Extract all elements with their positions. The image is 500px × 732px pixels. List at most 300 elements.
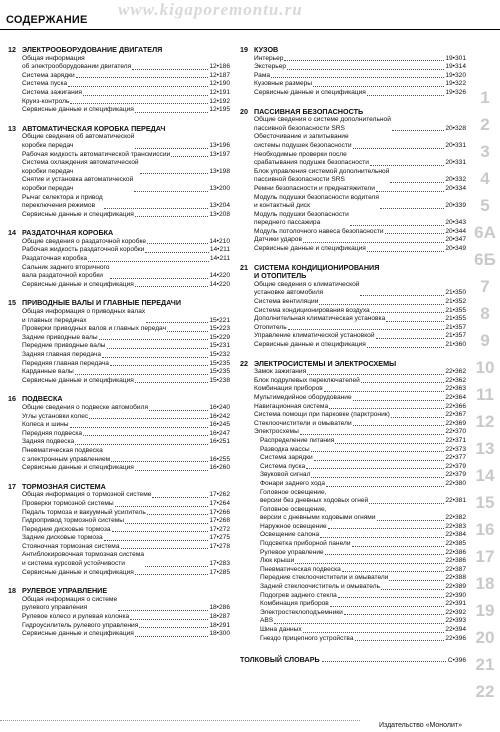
toc-section <box>8 483 230 578</box>
toc-entry-title: Пневматическая подвеска <box>260 565 341 573</box>
toc-entry-title: Навигационная система <box>254 402 329 410</box>
chapter-tab[interactable]: 15 <box>475 492 495 512</box>
dot-leader <box>392 130 444 131</box>
toc-entry[interactable] <box>8 569 230 578</box>
toc-entry[interactable] <box>8 404 230 413</box>
toc-entry-page: 16•251 <box>209 438 230 446</box>
toc-entry-title: Сервисные данные и спецификация <box>22 106 134 114</box>
toc-entry-page: 17•264 <box>209 499 230 507</box>
section-number: 21 <box>240 262 248 272</box>
toc-entry-page: 22•362 <box>445 368 466 376</box>
chapter-tab[interactable]: 4 <box>480 168 490 188</box>
toc-entry-page: 14•211 <box>209 255 230 263</box>
toc-entry-page: 22•386 <box>445 557 466 565</box>
dot-leader <box>110 365 208 366</box>
toc-entry[interactable] <box>8 133 230 150</box>
toc-entry[interactable] <box>8 176 230 193</box>
toc-entry[interactable] <box>8 421 230 430</box>
dot-leader <box>311 477 444 478</box>
dot-leader <box>99 339 209 340</box>
toc-entry-page: 22•391 <box>445 600 466 608</box>
dot-leader <box>335 443 444 444</box>
toc-entry[interactable] <box>240 194 466 211</box>
dot-leader <box>135 574 209 575</box>
dot-leader <box>324 391 445 392</box>
dot-leader <box>342 571 445 572</box>
chapter-tab[interactable]: 3 <box>480 141 490 161</box>
toc-entry[interactable] <box>8 194 230 211</box>
toc-entry-page: 22•369 <box>445 419 466 427</box>
toc-entry[interactable] <box>240 531 466 540</box>
chapter-tab[interactable]: 6Б <box>474 249 496 269</box>
toc-entry-title: Передние стеклоочистители и омыватели <box>260 574 389 582</box>
toc-entry[interactable] <box>240 211 466 228</box>
toc-entry-page: 20•344 <box>445 227 466 235</box>
toc-entry[interactable] <box>240 617 466 626</box>
chapter-tab[interactable]: 12 <box>475 411 495 431</box>
toc-entry[interactable] <box>240 471 466 480</box>
toc-entry-page: 22•373 <box>445 445 466 453</box>
section-heading <box>8 587 230 596</box>
toc-entry[interactable] <box>8 368 230 377</box>
toc-entry-page: 12•192 <box>209 97 230 105</box>
toc-entry-title: Система зарядки <box>260 454 313 462</box>
dot-leader <box>386 321 444 322</box>
chapter-tab[interactable]: 7 <box>480 276 490 296</box>
toc-entry[interactable] <box>8 360 230 369</box>
section-number: 13 <box>8 123 16 133</box>
toc-entry-page: 18•300 <box>209 630 230 638</box>
toc-entry[interactable] <box>240 332 466 341</box>
dot-leader <box>135 148 208 149</box>
chapter-tab[interactable]: 6A <box>474 222 496 242</box>
dot-leader <box>330 606 445 607</box>
toc-entry-page: 14•210 <box>209 237 230 245</box>
dot-leader <box>134 191 208 192</box>
toc-entry[interactable] <box>8 308 230 325</box>
dot-leader <box>311 451 445 452</box>
toc-entry-page: 15•235 <box>209 359 230 367</box>
toc-entry-page: 13•197 <box>209 150 230 158</box>
toc-entry[interactable] <box>8 413 230 422</box>
toc-entry-page: 22•366 <box>445 402 466 410</box>
dot-leader <box>369 503 444 504</box>
toc-entry[interactable] <box>240 80 466 89</box>
footer-divider <box>0 720 360 722</box>
toc-entry-title: Система вентиляции <box>254 298 319 306</box>
toc-entry[interactable] <box>240 489 466 506</box>
dot-leader <box>303 242 444 243</box>
toc-entry[interactable] <box>8 334 230 343</box>
toc-entry[interactable] <box>240 420 466 429</box>
chapter-tab[interactable]: 13 <box>475 438 495 458</box>
toc-entry[interactable] <box>240 566 466 575</box>
toc-entry-page: 22•364 <box>445 393 466 401</box>
toc-entry[interactable] <box>240 428 466 437</box>
section-number: 18 <box>8 586 16 596</box>
section-title: ЭЛЕКТРООБОРУДОВАНИЕ ДВИГАТЕЛЯ <box>22 45 163 54</box>
toc-entry-title: Сервисные данные и спецификация <box>22 568 134 576</box>
toc-entry-title: Рабочая жидкость раздаточной коробки <box>22 246 145 254</box>
dot-leader <box>145 252 209 253</box>
toc-entry-page: 22•362 <box>445 376 466 384</box>
toc-entry-page: 17•272 <box>209 525 230 533</box>
toc-entry-page: 19•314 <box>445 63 466 71</box>
toc-entry[interactable] <box>240 609 466 618</box>
section-title: ПРИВОДНЫЕ ВАЛЫ И ГЛАВНЫЕ ПЕРЕДАЧИ <box>22 298 181 308</box>
toc-entry-title: Стояночная тормозная система <box>22 542 120 550</box>
toc-entry-title: Дополнительная климатическая установка <box>254 315 386 323</box>
toc-entry[interactable] <box>8 596 230 613</box>
toc-entry[interactable] <box>240 540 466 549</box>
toc-section <box>8 299 230 385</box>
toc-entry-page: 15•235 <box>209 368 230 376</box>
section-heading <box>240 108 466 117</box>
toc-entry[interactable] <box>8 551 230 568</box>
toc-entry[interactable] <box>240 133 466 150</box>
toc-entry-page: 15•238 <box>209 376 230 384</box>
dot-leader <box>338 597 445 598</box>
toc-entry-page: 22•381 <box>445 497 466 505</box>
toc-entry-page: 15•232 <box>209 351 230 358</box>
chapter-tab[interactable]: 20 <box>475 627 495 647</box>
dot-leader <box>121 548 209 549</box>
chapter-tab[interactable]: 11 <box>476 384 494 404</box>
toc-entry[interactable] <box>8 351 230 360</box>
toc-entry[interactable] <box>8 534 230 543</box>
toc-entry-title: Освещение салона <box>260 531 320 539</box>
chapter-tab[interactable]: 1 <box>480 87 490 107</box>
toc-entry-page: 14•220 <box>209 272 230 280</box>
dot-leader <box>353 400 445 401</box>
chapter-tab[interactable]: 18 <box>475 573 495 593</box>
toc-entry[interactable] <box>240 168 466 185</box>
toc-entry-page: 22•388 <box>445 574 466 582</box>
toc-entry[interactable] <box>240 307 466 316</box>
toc-entry-title: Замок зажигания <box>254 368 307 376</box>
toc-entry[interactable] <box>240 341 466 350</box>
dot-leader <box>390 182 444 183</box>
toc-entry-title: Сервисные данные и спецификация <box>22 210 134 218</box>
chapter-tab[interactable]: 9 <box>480 330 490 350</box>
toc-entry-page: 19•301 <box>445 54 466 62</box>
dot-leader <box>350 225 445 226</box>
toc-entry[interactable] <box>240 72 466 81</box>
dot-leader <box>288 329 445 330</box>
dot-leader <box>139 627 208 628</box>
toc-entry-title: Сервисные данные и спецификация <box>22 464 134 472</box>
toc-entry-title: Головное освещение, версии без дневных ходовых огней <box>260 488 369 505</box>
chapter-tab[interactable]: 16 <box>475 519 495 539</box>
toc-entry-page: 19•326 <box>445 88 466 96</box>
dot-leader <box>381 589 444 590</box>
toc-entry-page: 12•191 <box>209 88 230 96</box>
toc-entry-title: Передние приводные валы <box>22 342 106 350</box>
dot-leader <box>102 357 208 358</box>
toc-entry[interactable] <box>8 106 230 115</box>
toc-entry-page: 15•229 <box>209 333 230 341</box>
section-title: ТОРМОЗНАЯ СИСТЕМА <box>22 481 106 491</box>
toc-entry-page: 22•385 <box>445 540 466 548</box>
toc-entry[interactable] <box>240 55 466 64</box>
toc-entry-title: Электростеклоподъемники <box>260 608 343 616</box>
dot-leader <box>75 374 209 375</box>
toc-entry-page: 15•231 <box>209 342 230 350</box>
header-divider <box>0 29 500 30</box>
dot-leader <box>370 165 444 166</box>
toc-entry[interactable] <box>8 255 230 264</box>
chapter-tab[interactable]: 10 <box>475 357 495 377</box>
toc-entry[interactable] <box>8 98 230 107</box>
dot-leader <box>140 173 209 174</box>
toc-entry[interactable] <box>8 491 230 500</box>
toc-entry[interactable] <box>8 246 230 255</box>
toc-entry-page: 20•331 <box>445 159 466 167</box>
toc-entry[interactable] <box>240 446 466 455</box>
toc-entry-title: Блок управления системой дополнительной пассивной безопасности SRS <box>254 167 390 184</box>
toc-entry-title: Блок подрулевых переключателей <box>254 376 360 384</box>
toc-entry-title: Задние дисковые тормоза <box>22 534 103 542</box>
toc-entry-page: 16•242 <box>209 412 230 420</box>
dot-leader <box>360 295 444 296</box>
toc-entry-page: 22•389 <box>445 583 466 591</box>
dot-leader <box>322 661 446 662</box>
section-heading <box>8 229 230 238</box>
toc-entry-title: Общая информация о тормозной системе <box>22 491 152 499</box>
toc-entry[interactable] <box>8 342 230 351</box>
toc-entry[interactable] <box>240 557 466 566</box>
toc-entry-page: 17•278 <box>209 542 230 550</box>
section-title: АВТОМАТИЧЕСКАЯ КОРОБКА ПЕРЕДАЧ <box>22 123 166 133</box>
toc-entry-page: 21•360 <box>445 341 466 348</box>
toc-entry[interactable] <box>8 264 230 281</box>
toc-entry[interactable] <box>8 377 230 386</box>
toc-entry-title: Интерьер <box>254 54 284 62</box>
toc-entry-title: Модуль потолочного навеса безопасности <box>254 227 384 235</box>
toc-entry[interactable] <box>240 574 466 583</box>
dot-leader <box>68 86 208 87</box>
toc-entry[interactable] <box>240 281 466 298</box>
chapter-tab[interactable]: 2 <box>480 114 490 134</box>
toc-entry[interactable] <box>8 281 230 290</box>
toc-entry[interactable] <box>240 151 466 168</box>
toc-entry[interactable] <box>8 55 230 72</box>
toc-entry-title: Карданные валы <box>22 368 74 376</box>
toc-entry[interactable] <box>240 403 466 412</box>
toc-entry[interactable] <box>240 315 466 324</box>
toc-section <box>8 46 230 115</box>
dot-leader <box>320 537 444 538</box>
toc-entry[interactable] <box>8 72 230 81</box>
chapter-tab[interactable]: 5 <box>480 195 490 215</box>
dot-leader <box>314 460 445 461</box>
toc-entry-title: Передние дисковые тормоза <box>22 525 111 533</box>
toc-entry[interactable] <box>240 506 466 523</box>
toc-entry[interactable] <box>240 437 466 446</box>
dot-leader <box>326 486 444 487</box>
toc-section <box>8 229 230 289</box>
dot-leader <box>115 506 209 507</box>
toc-entry-page: 14•211 <box>209 246 230 254</box>
toc-entry-page: 21•352 <box>445 298 466 306</box>
toc-entry[interactable] <box>8 630 230 639</box>
toc-entry[interactable] <box>8 526 230 535</box>
toc-entry[interactable] <box>240 228 466 237</box>
section-heading <box>240 264 466 281</box>
toc-section <box>240 46 466 98</box>
toc-entry[interactable] <box>240 185 466 194</box>
toc-entry-title: Задняя главная передача <box>22 351 101 358</box>
toc-entry-page: 21•357 <box>445 332 466 340</box>
toc-entry[interactable] <box>240 592 466 601</box>
glossary-page: С•396 <box>447 657 466 664</box>
toc-entry[interactable] <box>8 211 230 220</box>
toc-entry-title: Углы установки колес <box>22 412 89 420</box>
toc-entry-title: Общие сведения о подвеске автомобиля <box>22 403 149 411</box>
dot-leader <box>371 312 445 313</box>
toc-entry[interactable] <box>240 583 466 592</box>
toc-entry[interactable] <box>240 116 466 133</box>
toc-entry-page: 21•350 <box>445 289 466 297</box>
section-heading <box>240 46 466 55</box>
toc-entry-title: Сервисные данные и спецификация <box>22 280 134 288</box>
publisher-name: Издательство «Монолит» <box>378 722 462 729</box>
toc-entry[interactable] <box>8 500 230 509</box>
dot-leader <box>118 610 208 611</box>
dot-leader <box>135 112 209 113</box>
toc-entry-page: 17•262 <box>209 491 230 499</box>
toc-entry[interactable] <box>8 159 230 176</box>
toc-entry-page: 21•355 <box>445 315 466 323</box>
toc-entry[interactable] <box>240 394 466 403</box>
toc-entry-page: 16•247 <box>209 429 230 437</box>
toc-entry[interactable] <box>240 63 466 72</box>
toc-entry-title: Звуковой сигнал <box>260 471 311 479</box>
toc-entry[interactable] <box>240 89 466 98</box>
toc-entry-title: Система зарядки <box>22 71 75 79</box>
toc-entry-page: 12•186 <box>209 63 230 71</box>
dot-leader <box>135 636 209 637</box>
watermark: www.kigaporemontu.ru <box>118 0 303 19</box>
dot-leader <box>125 523 208 524</box>
chapter-tab[interactable]: 22 <box>475 681 495 701</box>
chapter-tab[interactable]: 21 <box>475 654 495 674</box>
toc-entry[interactable] <box>8 151 230 160</box>
toc-entry-title: Распределение питания <box>260 436 335 444</box>
toc-entry-page: 22•384 <box>445 531 466 539</box>
toc-entry-page: 17•285 <box>209 568 230 576</box>
dot-leader <box>329 408 444 409</box>
toc-entry[interactable] <box>8 447 230 464</box>
dot-leader <box>391 417 445 418</box>
toc-entry[interactable] <box>8 438 230 447</box>
toc-entry[interactable] <box>8 430 230 439</box>
toc-entry-page: 20•343 <box>445 219 466 227</box>
toc-entry[interactable] <box>240 635 466 644</box>
toc-entry[interactable] <box>240 298 466 307</box>
toc-entry[interactable] <box>8 622 230 631</box>
dot-leader <box>104 540 209 541</box>
chapter-tab[interactable]: 19 <box>475 600 495 620</box>
toc-entry-title: Обесточивание и запитывание системы подушек безопасности <box>254 133 352 149</box>
toc-entry[interactable] <box>8 464 230 473</box>
toc-entry-page: 22•393 <box>445 617 466 625</box>
section-title: ЭЛЕКТРОСИСТЕМЫ И ЭЛЕКТРОСХЕМЫ <box>254 358 397 368</box>
toc-entry-title: Рама <box>254 71 271 79</box>
toc-entry[interactable] <box>240 245 466 254</box>
dot-leader <box>167 331 208 332</box>
section-title: РАЗДАТОЧНАЯ КОРОБКА <box>22 228 114 238</box>
section-number: 14 <box>8 228 16 238</box>
chapter-tab[interactable]: 14 <box>475 465 495 485</box>
toc-entry[interactable] <box>240 236 466 245</box>
toc-entry[interactable] <box>240 626 466 635</box>
toc-entry[interactable] <box>240 368 466 377</box>
toc-entry[interactable] <box>240 385 466 394</box>
dot-leader <box>355 640 445 641</box>
toc-entry-page: 18•291 <box>209 621 230 629</box>
dot-leader <box>110 278 208 279</box>
chapter-tab[interactable]: 8 <box>480 303 490 323</box>
toc-entry[interactable] <box>240 600 466 609</box>
toc-entry[interactable] <box>8 509 230 518</box>
toc-entry[interactable] <box>240 454 466 463</box>
toc-entry-page: 20•349 <box>445 245 466 253</box>
section-title: КУЗОВ <box>254 45 279 54</box>
toc-entry-page: 20•339 <box>445 202 466 210</box>
toc-entry-page: 20•334 <box>445 184 466 192</box>
toc-entry-title: Комбинация приборов <box>260 600 329 608</box>
dot-leader <box>147 514 209 515</box>
toc-entry[interactable] <box>8 80 230 89</box>
toc-entry-glossary[interactable] <box>240 655 466 664</box>
dot-leader <box>104 208 209 209</box>
toc-entry-title: Сервисные данные и спецификация <box>22 376 134 384</box>
dot-leader <box>385 233 445 234</box>
dot-leader <box>70 103 208 104</box>
toc-entry-title: Общие сведения о раздаточной коробке <box>22 237 147 245</box>
toc-entry[interactable] <box>240 549 466 558</box>
dot-leader <box>367 251 445 252</box>
toc-entry[interactable] <box>8 325 230 334</box>
toc-entry-page: 20•328 <box>445 124 466 132</box>
toc-entry-page: 22•390 <box>445 591 466 599</box>
toc-entry-page: 17•275 <box>209 534 230 542</box>
toc-entry[interactable] <box>8 613 230 622</box>
toc-entry-title: Головное освещение, версии с дневными ходовыми огнями <box>260 505 376 522</box>
toc-entry[interactable] <box>240 480 466 489</box>
chapter-tab[interactable]: 17 <box>475 546 495 566</box>
dot-leader <box>135 470 209 471</box>
section-number: 12 <box>8 45 16 54</box>
toc-right-column <box>240 46 466 653</box>
section-heading <box>8 299 230 308</box>
dot-leader <box>306 468 444 469</box>
toc-entry[interactable] <box>8 517 230 526</box>
toc-entry-title: Рулевое колесо и рулевая колонка <box>22 613 130 621</box>
section-number: 22 <box>240 358 248 368</box>
dot-leader <box>107 348 209 349</box>
toc-section <box>8 395 230 472</box>
toc-entry-title: Фонари заднего хода <box>260 479 326 487</box>
toc-entry[interactable] <box>240 523 466 532</box>
toc-entry[interactable] <box>240 411 466 420</box>
dot-leader <box>367 347 445 348</box>
toc-entry-title: Мультимедийное оборудование <box>254 393 352 401</box>
toc-entry-page: 18•286 <box>209 604 230 612</box>
dot-leader <box>319 304 444 305</box>
toc-entry[interactable] <box>8 89 230 98</box>
